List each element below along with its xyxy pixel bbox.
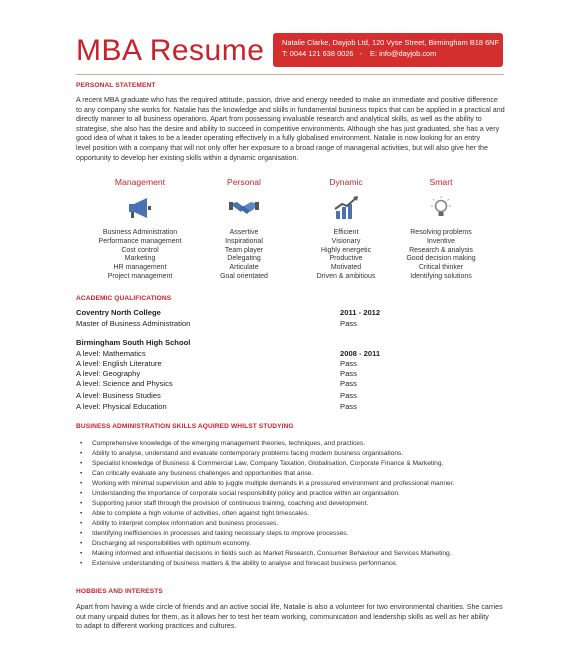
list-item: • Can critically evaluate any business challenges and opportunities that arise. — [80, 469, 510, 479]
skills-column-title: Management — [114, 177, 166, 187]
personal-statement-text — [76, 96, 506, 163]
course-result: Pass — [340, 391, 357, 400]
skill-item: Assertive — [229, 229, 259, 236]
list-item: • Understanding the importance of corporate social responsibility policy and practice within an organisation. — [80, 489, 510, 499]
statement-line: to any company she works for. Natalie has the knowledge and skills in fundamental business topics that can be applied in a practical and — [76, 105, 505, 114]
list-item: • Comprehensive knowledge of the emerging management theories, techniques, and practices. — [80, 439, 510, 449]
skill-item: Business Administration — [102, 229, 178, 236]
contact-box — [273, 33, 503, 67]
college-name: Birmingham South High School — [76, 338, 191, 347]
skill-item: Critical thinker — [418, 264, 464, 272]
skill-item: Delegating — [227, 255, 261, 263]
skill-item: HR management — [113, 264, 167, 272]
contact-email: E: info@dayjob.com — [370, 49, 437, 58]
list-item: • Supporting junior staff through the provision of continuous training, coaching and development. — [80, 499, 510, 509]
list-item: • Extensive understanding of business matters & the ability to analyse and forecast business performance. — [80, 559, 510, 569]
hobbies-text — [76, 603, 506, 632]
list-item: • Specialist knowledge of Business & Commercial Law, Company Taxation, Globalisation, Corporate Finance & Marketing. — [80, 459, 510, 469]
skill-item: Inspirational — [225, 237, 263, 245]
list-item: • Making informed and influential decisions in fields such as Market Research, Consumer Behaviour and Services Marketing. — [80, 549, 510, 559]
list-item: • Working with minimal supervision and able to juggle multiple demands in a pressured environment and professional manner. — [80, 479, 510, 489]
statement-line: A recent MBA graduate who has the required attitude, passion, drive and energy needed to make an immediate and positive difference — [76, 96, 498, 104]
statement-line: strategise, she also has the desire and ability to succeed in competitive environments. Although she has just graduated, she has a very — [76, 124, 500, 133]
hobbies-heading: HOBBIES AND INTERESTS — [76, 588, 163, 595]
skills-column-dynamic — [291, 177, 401, 282]
skill-item: Marketing — [124, 255, 156, 263]
megaphone-icon — [125, 195, 155, 221]
course-result: Pass — [340, 319, 357, 328]
college-years: 2011 - 2012 — [340, 308, 381, 317]
skill-item: Research & analysis — [409, 246, 473, 254]
course-name: A level: Physical Education — [76, 402, 167, 411]
business-skills-list — [80, 439, 510, 569]
list-item: • Able to complete a high volume of activities, often against tight timescales. — [80, 509, 510, 519]
personal-statement-heading: PERSONAL STATEMENT — [76, 82, 156, 89]
course-result: Pass — [340, 402, 357, 411]
course-result: Pass — [340, 359, 357, 368]
skill-item: Inventive — [426, 237, 456, 245]
skill-item: Driven & ambitious — [316, 272, 376, 280]
hobbies-line: out many unpaid duties for them, as it allows her to test her team working, communication and leadership skills as well as her ability — [76, 612, 489, 621]
resume-title: MBA Resume — [76, 34, 265, 67]
course-result: Pass — [340, 379, 357, 388]
skills-column-personal — [189, 177, 299, 282]
list-item: • Ability to analyse, understand and evaluate contemporary problems facing modern business organisations. — [80, 449, 510, 459]
statement-line: good idea of what it takes to be a leader operating effectively in a fully globalised environment. Natalie is now looking for an entry — [76, 134, 481, 143]
skills-column-title: Personal — [227, 177, 261, 187]
skill-item: Good decision making — [406, 255, 476, 263]
skill-item: Cost control — [121, 246, 159, 254]
skills-list — [386, 229, 496, 282]
skills-list — [85, 229, 195, 282]
contact-separator: - — [359, 49, 362, 58]
skill-item: Goal orientated — [220, 272, 268, 280]
skills-column-management — [85, 177, 195, 282]
contact-address: Natalie Clarke, Dayjob Ltd, 120 Vyse Street, Birmingham B18 6NF — [282, 38, 500, 47]
skill-item: Visionary — [331, 237, 361, 245]
skill-item: Performance management — [98, 237, 182, 245]
skills-list — [291, 229, 401, 282]
skill-item: Resolving problems — [410, 229, 472, 236]
course-name: A level: Mathematics — [76, 349, 146, 358]
skill-item: Articulate — [229, 264, 259, 272]
statement-line: opportunity to develop her existing skills within a dynamic organisation. — [76, 153, 299, 162]
course-name: A level: English Literature — [76, 359, 162, 368]
course-result: Pass — [340, 369, 357, 378]
skill-item: Identifying solutions — [410, 272, 472, 280]
statement-line: level position with a company that will not only offer her exposure to a broad range of managerial activities, but will also give her the — [76, 143, 488, 152]
skills-column-title: Dynamic — [329, 177, 363, 187]
college-years: 2008 - 2011 — [340, 349, 381, 358]
contact-phone-email — [282, 48, 503, 59]
skill-item: Motivated — [330, 264, 362, 272]
list-item: • Identifying inefficiencies in processes and taking necessary steps to improve processes. — [80, 529, 510, 539]
skill-item: Productive — [329, 255, 363, 263]
list-item: • Ability to interpret complex information and business processes. — [80, 519, 510, 529]
course-name: A level: Geography — [76, 369, 141, 378]
header-divider — [76, 74, 504, 75]
course-name: A level: Science and Physics — [76, 379, 173, 388]
contact-phone: T: 0044 121 638 0026 — [282, 49, 354, 58]
lightbulb-icon — [426, 195, 456, 221]
hobbies-line: Apart from having a wide circle of friends and an active social life, Natalie is also a volunteer for two environmental charities. She carries — [76, 603, 503, 611]
business-skills-heading: BUSINESS ADMINISTRATION SKILLS AQUIRED WHILST STUDYING — [76, 423, 294, 430]
growth-chart-icon — [331, 195, 361, 221]
skill-item: Project management — [107, 272, 173, 280]
skills-column-smart — [386, 177, 496, 282]
course-name: A level: Business Studies — [76, 391, 161, 400]
course-name: Master of Business Administration — [76, 319, 191, 328]
hobbies-line: to adapt to different working practices and cultures. — [76, 622, 237, 631]
skill-item: Team player — [224, 246, 264, 254]
handshake-icon — [229, 195, 259, 221]
skills-list — [189, 229, 299, 282]
list-item: • Discharging all responsibilities with optimum economy. — [80, 539, 510, 549]
academic-heading: ACADEMIC QUALIFICATIONS — [76, 295, 172, 302]
skills-column-title: Smart — [429, 177, 453, 187]
college-name: Coventry North College — [76, 308, 161, 317]
skill-item: Efficient — [333, 229, 359, 236]
skill-item: Highly energetic — [320, 246, 372, 254]
statement-line: directly manner to all business operations. Apart from possessing invaluable research and analytical skills, as well as the ability to — [76, 115, 482, 124]
